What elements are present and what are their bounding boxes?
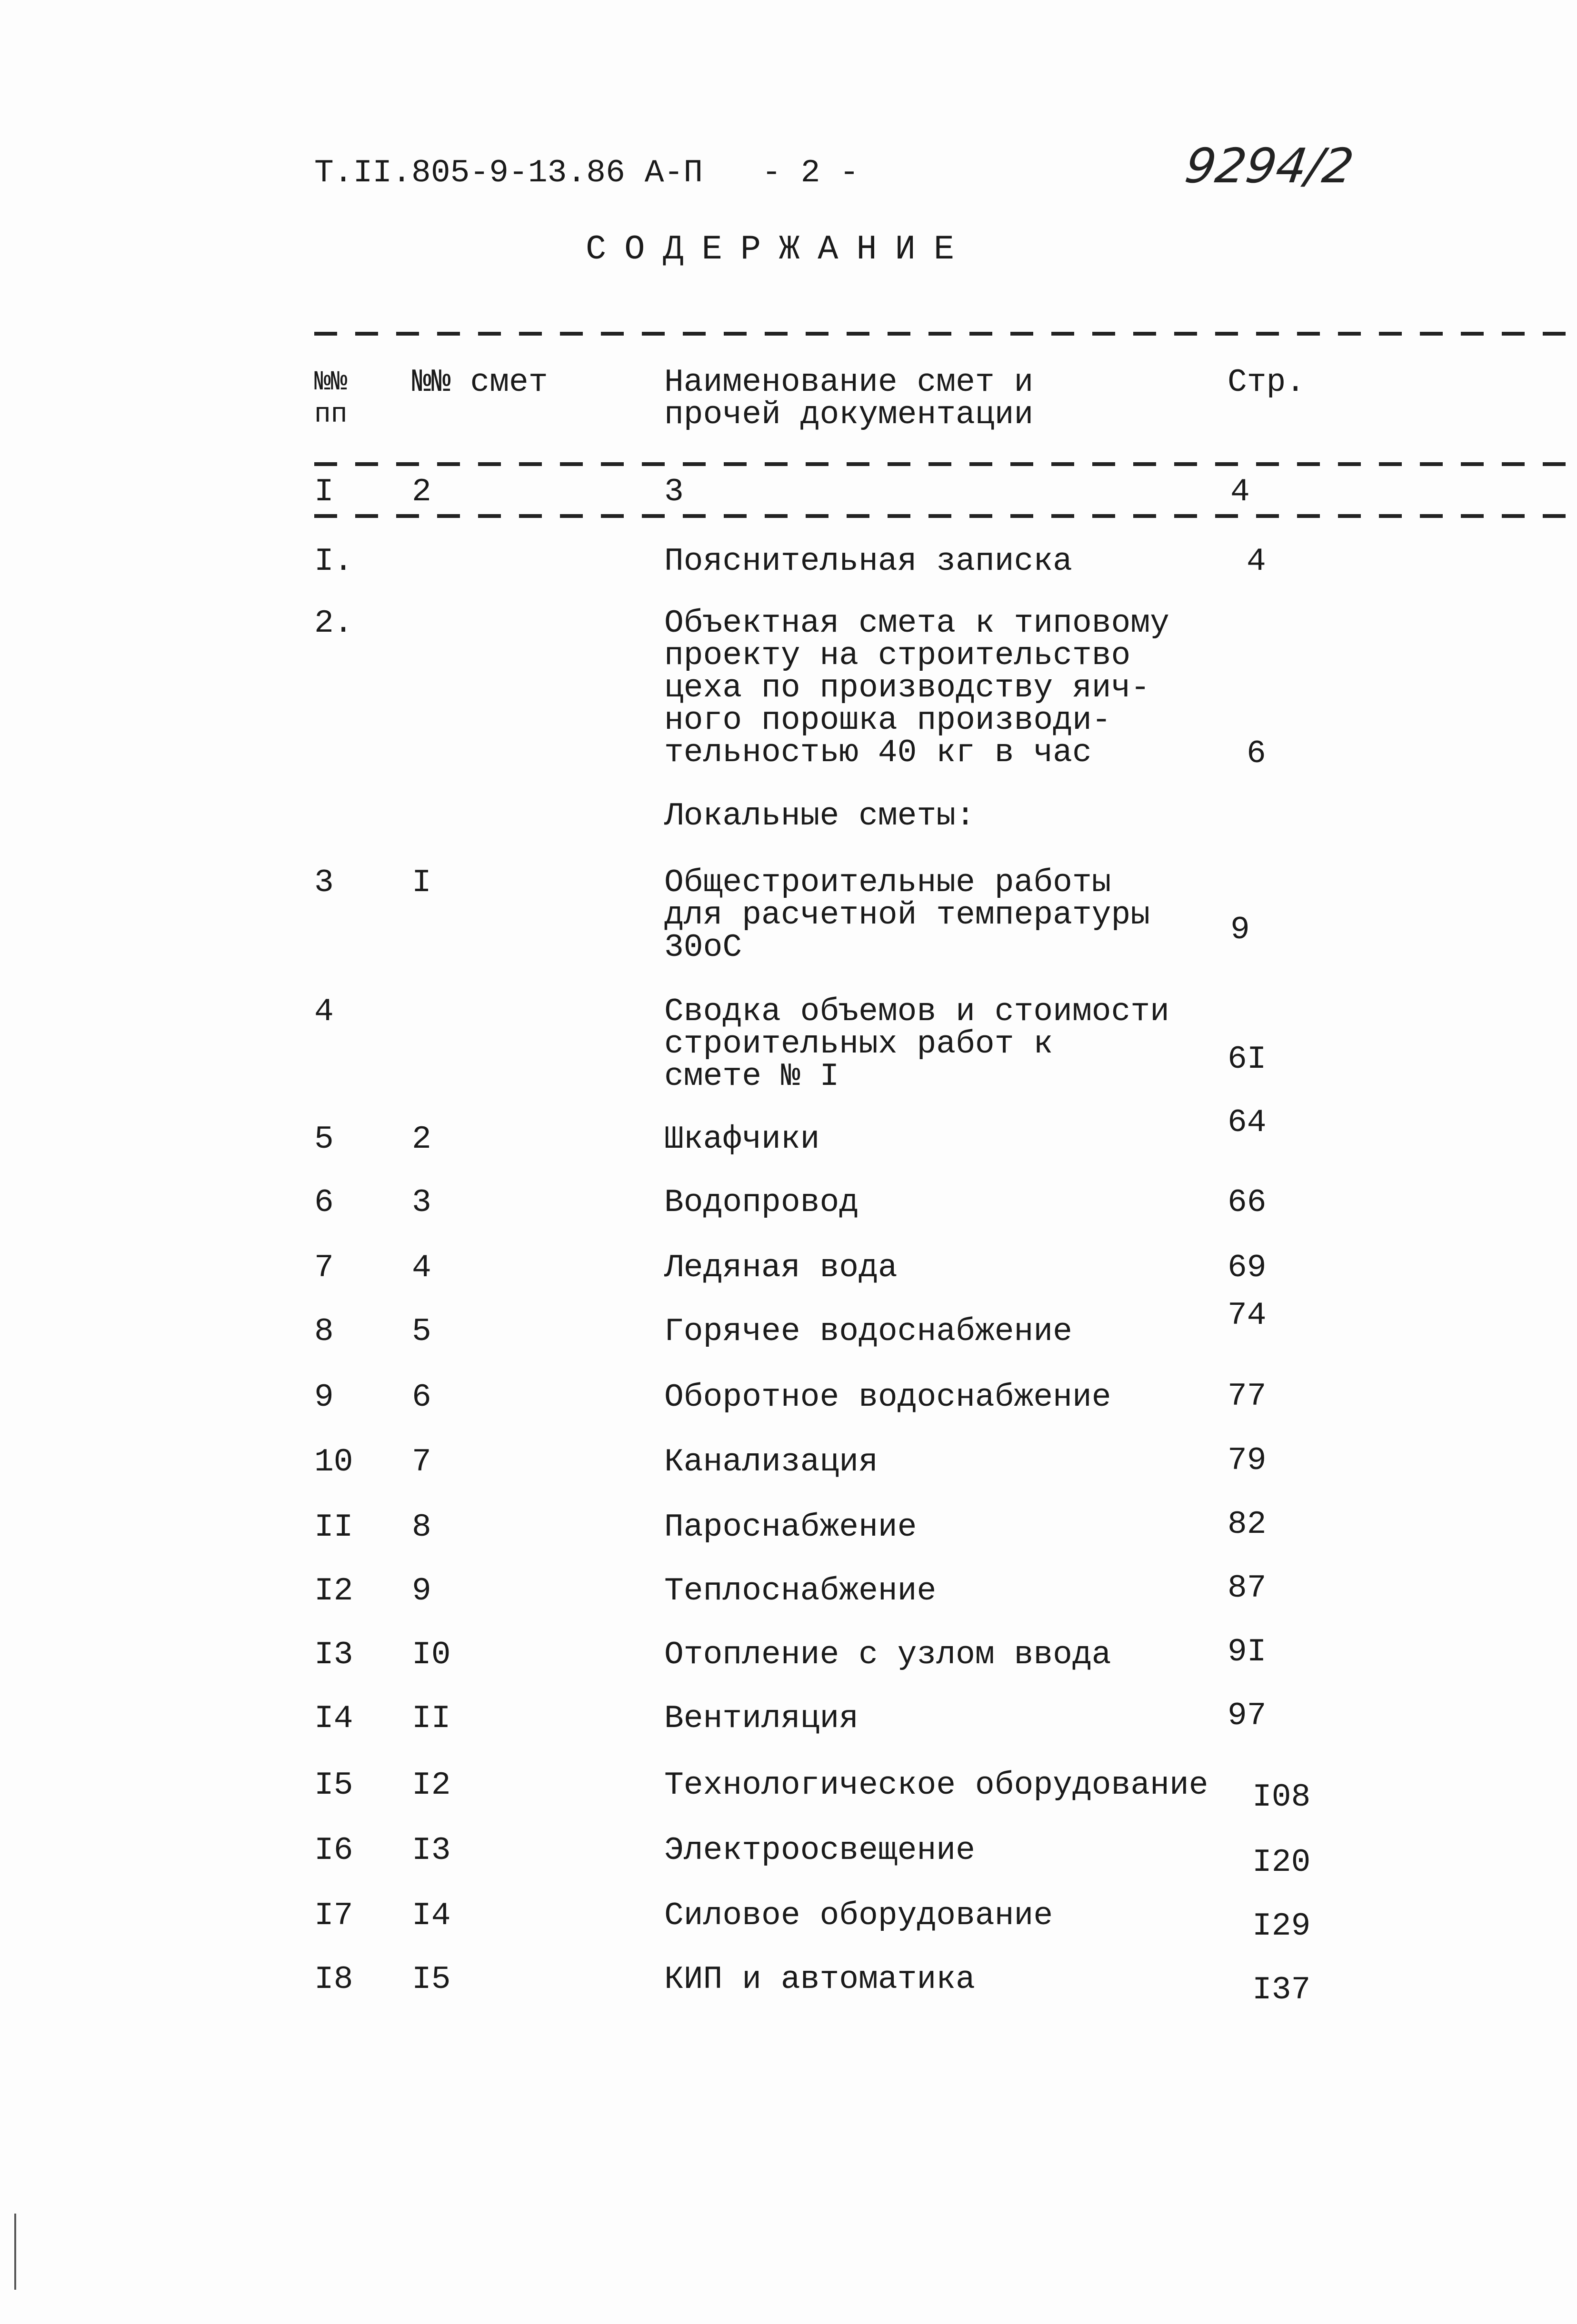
row-smeta-number: I4 [412, 1897, 451, 1934]
row-title: Канализация [664, 1444, 878, 1480]
row-page: 82 [1228, 1506, 1267, 1543]
row-page: 6 [1247, 735, 1266, 772]
row-title: Общестроительные работы для расчетной температуры 30оС [664, 864, 1150, 966]
row-smeta-number: 4 [412, 1250, 431, 1286]
row-page: 69 [1228, 1250, 1267, 1286]
row-title: КИП и автоматика [664, 1961, 975, 1998]
row-smeta-number: 6 [412, 1379, 431, 1416]
row-title: Вентиляция [664, 1700, 859, 1737]
row-page: I29 [1252, 1908, 1311, 1945]
handwritten-number: 9294/2 [1181, 138, 1357, 194]
row-smeta-number: I5 [412, 1961, 451, 1998]
row-page: 79 [1228, 1442, 1267, 1479]
row-page: 87 [1228, 1570, 1267, 1607]
row-smeta-number: 8 [412, 1509, 431, 1546]
row-page: I08 [1252, 1779, 1311, 1816]
row-number: 9 [314, 1379, 334, 1416]
page-title: СОДЕРЖАНИЕ [586, 230, 973, 269]
row-page: 77 [1228, 1378, 1267, 1415]
row-number: I5 [314, 1767, 353, 1804]
row-number: I. [314, 543, 353, 580]
row-page: 64 [1228, 1104, 1267, 1141]
row-title: Горячее водоснабжение [664, 1313, 1072, 1350]
row-title: Теплоснабжение [664, 1573, 937, 1609]
row-title: Шкафчики [664, 1121, 820, 1158]
scan-edge-mark [14, 2214, 16, 2290]
col-number: 4 [1230, 474, 1250, 510]
col-header-num: №№ пп [314, 367, 348, 430]
row-title: Сводка объемов и стоимости строительных работ к смете № I [664, 993, 1169, 1095]
section-label: Локальные сметы: [664, 798, 975, 834]
page-marker: - 2 - [762, 155, 859, 191]
row-page: 97 [1228, 1698, 1267, 1734]
row-number: I2 [314, 1573, 353, 1609]
row-title: Оборотное водоснабжение [664, 1379, 1111, 1416]
row-number: 4 [314, 993, 334, 1030]
row-number: 2. [314, 605, 353, 642]
divider [314, 514, 1577, 518]
row-title: Водопровод [664, 1184, 859, 1221]
row-title: Силовое оборудование [664, 1897, 1053, 1934]
col-number: I [314, 474, 334, 510]
row-title: Пояснительная записка [664, 543, 1072, 580]
row-number: II [314, 1509, 353, 1546]
row-page: 66 [1228, 1184, 1267, 1221]
row-page: 9 [1230, 912, 1250, 948]
row-number: 8 [314, 1313, 334, 1350]
divider [314, 332, 1577, 336]
row-page: 74 [1228, 1297, 1267, 1334]
col-number: 2 [412, 474, 431, 510]
row-smeta-number: I [412, 864, 431, 901]
row-smeta-number: I3 [412, 1832, 451, 1869]
row-number: I3 [314, 1637, 353, 1673]
row-page: 6I [1228, 1041, 1267, 1078]
row-number: 6 [314, 1184, 334, 1221]
col-header-page: Стр. [1228, 364, 1306, 401]
row-number: I8 [314, 1961, 353, 1998]
row-title: Отопление с узлом ввода [664, 1637, 1111, 1673]
row-number: 3 [314, 864, 334, 901]
row-number: I6 [314, 1832, 353, 1869]
row-smeta-number: II [412, 1700, 451, 1737]
divider [314, 462, 1577, 466]
row-number: I4 [314, 1700, 353, 1737]
row-title: Ледяная вода [664, 1250, 898, 1286]
row-smeta-number: 7 [412, 1444, 431, 1480]
row-smeta-number: 2 [412, 1121, 431, 1158]
row-page: 9I [1228, 1634, 1267, 1670]
row-title: Электроосвещение [664, 1832, 975, 1869]
row-number: I7 [314, 1897, 353, 1934]
row-smeta-number: 9 [412, 1573, 431, 1609]
col-header-title: Наименование смет и прочей документации [664, 364, 1034, 433]
col-header-smeta: №№ смет [412, 364, 548, 401]
row-smeta-number: 3 [412, 1184, 431, 1221]
row-number: 10 [314, 1444, 353, 1480]
row-title: Объектная смета к типовому проекту на строительство цеха по производству яич- ного порошка производи- тельностью 40 кг в час [664, 605, 1169, 771]
row-page: 4 [1247, 543, 1266, 580]
doc-code: Т.II.805-9-13.86 А-П [314, 155, 703, 191]
row-page: I20 [1252, 1844, 1311, 1881]
row-smeta-number: 5 [412, 1313, 431, 1350]
row-smeta-number: I2 [412, 1767, 451, 1804]
row-page: I37 [1252, 1972, 1311, 2008]
row-number: 7 [314, 1250, 334, 1286]
col-number: 3 [664, 474, 684, 510]
row-title: Пароснабжение [664, 1509, 917, 1546]
row-title: Технологическое оборудование [664, 1767, 1208, 1804]
row-number: 5 [314, 1121, 334, 1158]
row-smeta-number: I0 [412, 1637, 451, 1673]
